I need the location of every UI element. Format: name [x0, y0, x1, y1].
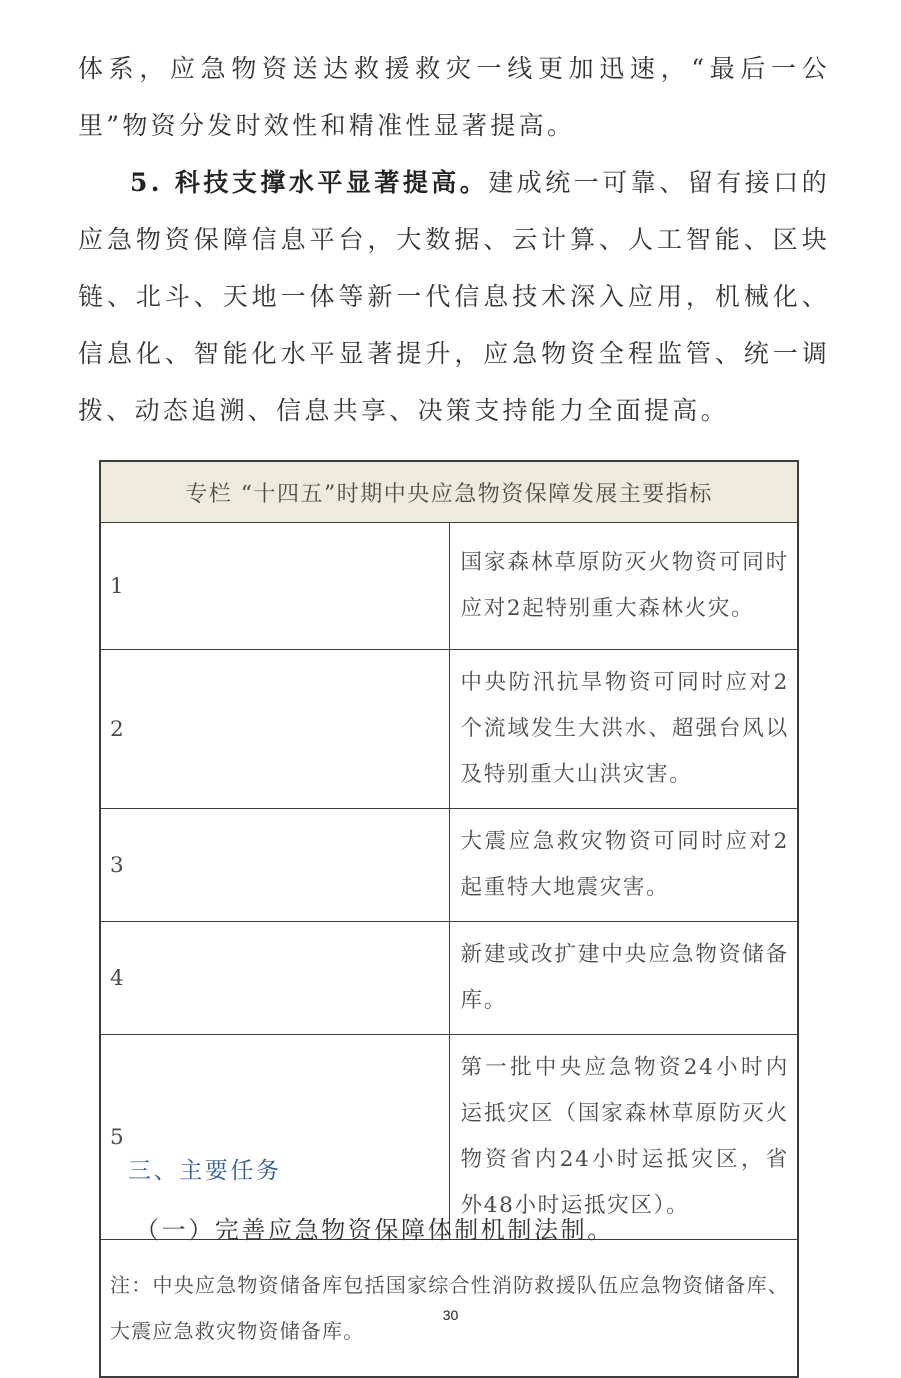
row-text: 第一批中央应急物资24小时内运抵灾区（国家森林草原防灭火物资省内24小时运抵灾区，省外48小时运抵灾区）。: [449, 1035, 798, 1240]
table-note: 注：中央应急物资储备库包括国家综合性消防救援队伍应急物资储备库、大震应急救灾物资储备库。: [100, 1240, 798, 1378]
row-number: 3: [100, 809, 449, 922]
section-heading: 三、主要任务: [128, 1158, 282, 1184]
row-number: 4: [100, 922, 449, 1035]
table-title: 专栏 “十四五”时期中央应急物资保障发展主要指标: [100, 461, 798, 523]
row-text: 中央防汛抗旱物资可同时应对2个流域发生大洪水、超强台风以及特别重大山洪灾害。: [449, 650, 798, 809]
page-number: 30: [442, 1307, 459, 1323]
table-row: [100, 650, 798, 809]
row-text: 国家森林草原防灭火物资可同时应对2起特别重大森林火灾。: [449, 523, 798, 650]
table-row: [100, 922, 798, 1035]
row-number: 1: [100, 523, 449, 650]
row-number: 2: [100, 650, 449, 809]
row-text: 大震应急救灾物资可同时应对2起重特大地震灾害。: [449, 809, 798, 922]
subsection-heading: （一）完善应急物资保障体制机制法制。: [135, 1216, 614, 1244]
body-paragraph: 体系，应急物资送达救援救灾一线更加迅速，“最后一公里”物资分发时效性和精准性显著提高。: [78, 54, 830, 140]
table-row: [100, 523, 798, 650]
row-text: 新建或改扩建中央应急物资储备库。: [449, 922, 798, 1035]
table-row: [100, 809, 798, 922]
paragraph-text: 建成统一可靠、留有接口的应急物资保障信息平台，大数据、云计算、人工智能、区块链、北斗、天地一体等新一代信息技术深入应用，机械化、信息化、智能化水平显著提升，应急物资全程监管、统一调拨、动态追溯、信息共享、决策支持能力全面提高。: [78, 168, 830, 425]
table-row: [100, 1035, 798, 1240]
paragraph-lead-heading: 5. 科技支撑水平显著提高。: [130, 168, 489, 197]
row-number: 5: [100, 1035, 449, 1240]
body-paragraph-tech-support: [78, 154, 830, 439]
